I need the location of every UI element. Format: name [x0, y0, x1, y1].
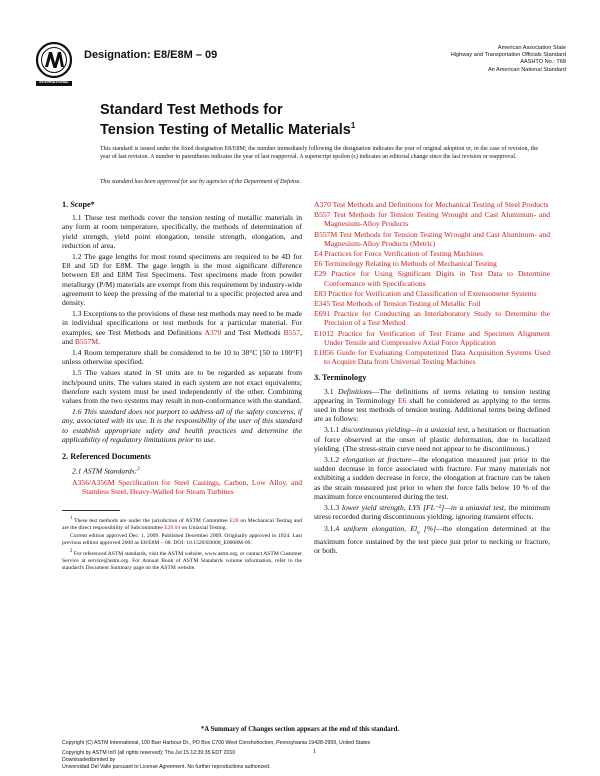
footnote-1-edition: Current edition approved Dec. 1, 2009. Published December 2009. Originally approved in 1924. Last previous edition approved 2008 as E8/E8M – 08. DOI: 10.1520/E0008_E0008M-09. [62, 533, 302, 547]
ref-title[interactable]: Practice for Verification and Classification of Extensometer Systems [328, 288, 537, 298]
right-column [314, 200, 550, 558]
ref-title[interactable]: Test Methods for Tension Testing Wrought and Cast Aluminum- and Magnesium-Alloy Products (Metric) [324, 229, 551, 248]
footnote-number: 2 [70, 549, 73, 555]
ref-link-e6[interactable]: E6 [397, 395, 407, 405]
ref-link-b557[interactable]: B557 [283, 327, 301, 337]
copyright-block [62, 740, 482, 771]
footnote-number: 1 [70, 516, 73, 522]
paragraph-3-1 [314, 387, 550, 424]
assoc-line: Highway and Transportation Officials Standard [450, 52, 566, 59]
ref-code[interactable]: E691 [314, 309, 331, 319]
term: elongation at fracture [342, 455, 412, 465]
ref-link-e28[interactable]: E28 [229, 518, 239, 525]
document-title [100, 102, 355, 138]
ref-item-a370[interactable] [314, 200, 550, 209]
paragraph-text: 3.1.4 [324, 523, 344, 533]
paragraph-text: shall be considered as applying to the terms used in these test methods of tension testing. Additional terms being defined are as follows: [314, 395, 550, 424]
section-heading-scope: 1. Scope* [62, 200, 95, 209]
paragraph-3-1-1 [314, 425, 550, 453]
footnote-marker: 2 [137, 467, 140, 473]
ref-item-e691[interactable] [314, 309, 550, 327]
ref-title[interactable]: Test Methods of Tension Testing of Metallic Foil [331, 299, 481, 309]
footnote-text: These test methods are under the jurisdiction of ASTM Committee [74, 518, 230, 525]
ref-title[interactable]: Terminology Relating to Methods of Mechanical Testing [324, 259, 497, 269]
paragraph-3-1-2 [314, 455, 550, 501]
assoc-line: AASHTO No.: T68 [520, 59, 566, 66]
ref-title[interactable]: Practices for Force Verification of Testing Machines [324, 249, 483, 259]
paragraph-text: 3.1.1 [324, 425, 342, 435]
ref-code[interactable]: B557 [314, 210, 331, 220]
paragraph-1-5: 1.5 The values stated in SI units are to be regarded as separate from inch/pound units. The values stated in each system are not exact equivalents; therefore each system must be used independently of the other. Combining values from the two systems may result in non-conformance with the standard. [62, 368, 302, 406]
ref-item-e83[interactable] [314, 289, 550, 298]
ref-item-e29[interactable] [314, 269, 550, 287]
association-block [326, 45, 566, 74]
ref-code[interactable]: E345 [314, 299, 331, 309]
assoc-line: An American National Standard [487, 66, 566, 73]
ref-item-e1012[interactable] [314, 329, 550, 347]
logo-text: INTERNATIONAL [39, 80, 69, 84]
footnote-2 [62, 548, 302, 572]
term: Definitions [338, 386, 372, 396]
paragraph-text: . [98, 336, 100, 346]
paragraph-1-1: 1.1 These test methods cover the tension testing of metallic materials in any form at room temperature, specifically, the methods of determination of yield strength, yield point elongation, tensile strength, elongation, and reduction of area. [62, 213, 302, 250]
title-footnote-marker: 1 [350, 121, 356, 130]
ref-title[interactable]: Test Methods for Tension Testing Wrought and Cast Aluminum- and Magnesium-Alloy Products [324, 210, 551, 229]
ref-title[interactable]: Test Methods and Definitions for Mechanical Testing of Steel Products [332, 200, 549, 209]
ref-item-e1856[interactable] [314, 348, 550, 366]
ref-item-b557m[interactable] [314, 230, 550, 248]
license-line-1: Copyright by ASTM Int'l (all rights reserved); Thu Jul 15 12:39:35 EDT 2010 [62, 750, 236, 756]
paragraph-2-1 [62, 465, 302, 476]
paragraph-3-1-4 [314, 524, 550, 556]
term: discontinuous yielding—in a uniaxial test [341, 425, 468, 435]
paragraph-text: , a hesitation or fluctuation of force observed at the onset of plastic deformation, due to localized yielding. (The stress-strain curve need not appear to be discontinuous.) [314, 425, 550, 453]
paragraph-1-6: 1.6 This standard does not purport to address all of the safety concerns, if any, associated with its use. It is the responsibility of the user of this standard to establish appropriate safety and health practices and determine the applicability of regulatory limitations prior to use. [62, 407, 302, 444]
term: uniform elongation, El [343, 523, 418, 533]
ref-link-a370[interactable]: A370 [204, 327, 222, 337]
paragraph-text: 3.1.2 [324, 455, 343, 465]
footnote-text: For referenced ASTM standards, visit the ASTM website, www.astm.org, or contact ASTM Customer Service at service@astm.org. For Annual Book of ASTM Standards volume information, refer to the standard's Document Summary page on the ASTM website. [62, 551, 302, 572]
footnote-divider [62, 510, 120, 511]
footnote-text: on Uniaxial Testing. [180, 525, 227, 532]
paragraph-text: 2.1 ASTM Standards: [72, 466, 138, 476]
paragraph-text: , and [62, 327, 302, 346]
ref-item-b557[interactable] [314, 210, 550, 228]
assoc-line: American Association State [497, 45, 566, 51]
ref-link-b557m[interactable]: B557M [74, 336, 99, 346]
ref-code[interactable]: E29 [314, 269, 327, 279]
ref-code[interactable]: E1012 [314, 328, 334, 338]
astm-logo [34, 40, 74, 96]
term: lower yield strength, LYS [FL⁻²]—in a uniaxial test [341, 503, 504, 513]
license-line-2: Downloaded/printed by [62, 757, 116, 763]
paragraph-text: 3.1.3 [324, 503, 342, 513]
paragraph-text: , the minimum stress recorded during discontinuous yielding, ignoring transient effects. [314, 503, 550, 522]
designation: Designation: E8/E8M – 09 [84, 49, 218, 61]
summary-of-changes-note: *A Summary of Changes section appears at the end of this standard. [200, 726, 400, 733]
section-heading-referenced-documents: 2. Referenced Documents [62, 452, 151, 462]
ref-code[interactable]: E83 [314, 288, 327, 298]
ref-title[interactable]: Guide for Evaluating Computerized Data Acquisition Systems Used to Acquire Data from Universal Testing Machines [324, 348, 550, 367]
paragraph-1-4: 1.4 Room temperature shall be considered to be 10 to 38°C [50 to 100°F] unless otherwise specified. [62, 348, 302, 367]
ref-title[interactable]: Practice for Conducting an Interlaboratory Study to Determine the Precision of a Test Method [324, 309, 550, 328]
ref-code[interactable]: E6 [314, 259, 323, 269]
title-line-1: Standard Test Methods for [100, 102, 283, 118]
ref-item-e345[interactable] [314, 299, 550, 308]
title-line-2 [100, 118, 355, 138]
copyright-line: Copyright (C) ASTM International, 100 Barr Harbour Dr., PO Box C700 West Conshohocken, Pennsylvania 19428-2959, United States [62, 740, 371, 746]
page-number: 1 [313, 748, 317, 755]
ref-a356[interactable]: A356/A356M Specification for Steel Castings, Carbon, Low Alloy, and Stainless Steel, Heavy-Walled for Steam Turbines [72, 478, 302, 497]
ref-item-e6[interactable] [314, 259, 550, 268]
reference-list [314, 200, 550, 366]
ref-title[interactable]: Practice for Verification of Test Frame and Specimen Alignment Under Tensile and Compressive Axial Force Application [324, 328, 550, 347]
paragraph-text: the elongation determined at the maximum force sustained by the test piece just prior to necking or fracture, or both. [314, 523, 550, 556]
ref-code[interactable]: B557M [314, 229, 338, 239]
paragraph-text: —The definitions of terms relating to tension testing appearing in Terminology [314, 386, 551, 405]
issuance-note: This standard is issued under the fixed designation E8/E8M; the number immediately following the designation indicates the year of original adoption or, in the case of revision, the year of last revision. A number in parentheses indicates the year of last reapproval. A superscript epsilon (ε) indicates an editorial change since the last revision or reapproval. [100, 146, 538, 160]
ref-title[interactable]: Practice for Using Significant Digits in Test Data to Determine Conformance with Specifications [324, 269, 550, 288]
footnote-text: on Mechanical Testing and are the direct responsibility of Subcommittee [62, 518, 302, 532]
footnote-1 [62, 515, 302, 532]
ref-item-e4[interactable] [314, 249, 550, 258]
dod-approval-note: This standard has been approved for use by agencies of the Department of Defense. [100, 179, 301, 185]
paragraph-1-2: 1.2 The gage lengths for most round specimens are required to be 4D for E8 and 5D for E8M. The gage length is the most significant difference between E8 and E8M Test Specimens. Test specimens made from powder metallurgy (P/M) materials are exempt from this requirement by industry-wide agreement to keep the pressing of the material to a specific projected area and density. [62, 252, 302, 308]
ref-code[interactable]: A370 [314, 200, 331, 209]
paragraph-text: 3.1 [324, 386, 339, 396]
term-subscript: u [417, 530, 420, 536]
term-unit: [%]— [419, 523, 443, 533]
astm-logo-icon [34, 40, 74, 96]
license-line-3: Universidad Del Valle pursuant to License Agreement. No further reproductions authorized. [62, 764, 271, 770]
ref-link-e2804[interactable]: E28.04 [164, 525, 181, 532]
paragraph-3-1-3 [314, 503, 550, 521]
left-column [62, 200, 302, 573]
paragraph-text: —the elongation measured just prior to the sudden decrease in force associated with fracture. For many materials not exhibiting a sudden decrease in force, the elongation at fracture can be taken as the strain measured just prior to when the force falls below 10 % of the maximum force encountered during the test. [314, 455, 550, 501]
ref-code[interactable]: E4 [314, 249, 323, 259]
title-line-2-text: Tension Testing of Metallic Materials [100, 121, 351, 138]
section-heading-terminology: 3. Terminology [314, 373, 367, 383]
ref-code[interactable]: E1856 [314, 348, 334, 358]
paragraph-text: and Test Methods [221, 327, 284, 337]
paragraph-1-3 [62, 309, 302, 346]
paragraph-text: 1.3 Exceptions to the provisions of these test methods may need to be made in individual specifications or test methods for a particular material. For examples, see Test Methods and Definitions [62, 309, 302, 337]
